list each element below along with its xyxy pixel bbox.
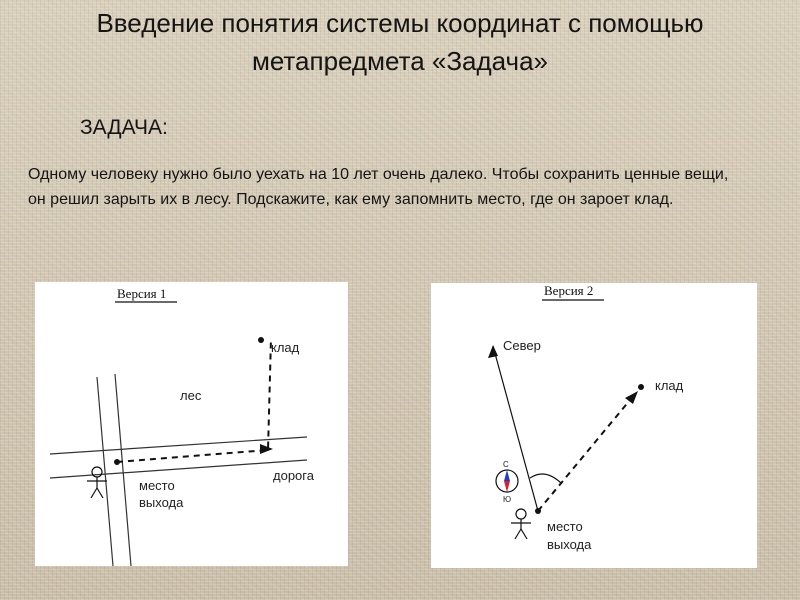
exit-point — [535, 508, 541, 514]
version-1-title: Версия 1 — [117, 286, 167, 301]
diagram-version-2-drawing — [431, 283, 757, 568]
person-icon — [87, 467, 107, 498]
north-arrowhead — [488, 345, 498, 358]
treasure-label: клад — [655, 378, 684, 393]
exit-label-line2: выхода — [139, 495, 184, 510]
treasure-point — [638, 384, 644, 390]
treasure-point — [258, 337, 264, 343]
exit-label-line2: выхода — [547, 537, 592, 552]
road-label: дорога — [273, 468, 314, 483]
treasure-label: клад — [271, 340, 300, 355]
exit-label-line1: место — [139, 478, 175, 493]
diagram-version-2 — [431, 283, 757, 568]
dashed-path — [538, 400, 630, 511]
path-arrowhead — [260, 444, 273, 454]
road-vertical-left-line — [97, 377, 113, 566]
task-heading: ЗАДАЧА: — [80, 116, 168, 139]
diagram-version-1 — [35, 282, 348, 566]
exit-point — [114, 459, 120, 465]
path-arrowhead — [625, 391, 638, 404]
road-horizontal-bottom-line — [50, 460, 307, 478]
task-text: Одному человеку нужно было уехать на 10 лет очень далеко. Чтобы сохранить ценные вещи, он решил зарыть их в лесу. Подскажите, как ему запомнить место, где он зароет клад. — [28, 166, 729, 208]
compass-south-label: Ю — [503, 495, 512, 504]
compass-north-label: С — [503, 460, 509, 469]
forest-label: лес — [180, 388, 202, 403]
compass-icon — [496, 460, 518, 504]
slide-title: Введение понятия системы координат с помощью метапредмета «Задача» — [96, 8, 704, 76]
road-vertical-right-line — [115, 374, 131, 566]
angle-arc — [530, 474, 561, 483]
version-2-title: Версия 2 — [544, 283, 594, 298]
north-label: Север — [503, 338, 541, 353]
diagram-version-1-drawing — [35, 282, 348, 566]
person-icon — [511, 509, 531, 539]
exit-label-line1: место — [547, 519, 583, 534]
